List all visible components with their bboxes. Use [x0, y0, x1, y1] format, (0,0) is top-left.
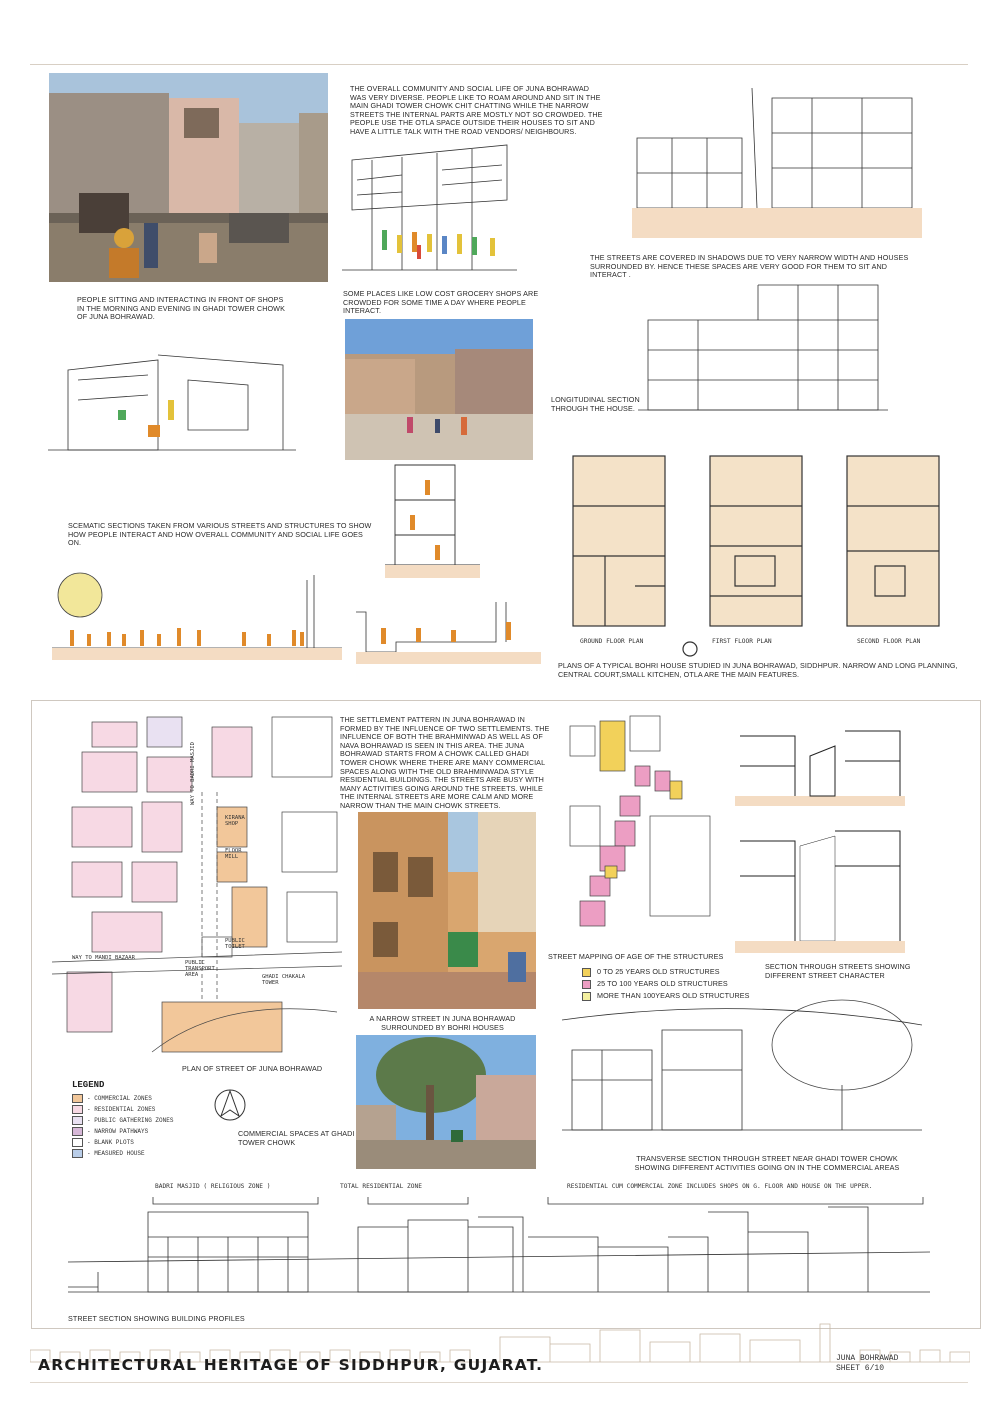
legend-label: - COMMERCIAL ZONES — [87, 1095, 152, 1102]
caption-shadows: THE STREETS ARE COVERED IN SHADOWS DUE TO VERY NARROW WIDTH AND HOUSES SURROUNDED BY. HENCE THESE SPACES ARE VERY GOOD FOR THEM TO SIT AND INTERACT . — [590, 253, 909, 280]
floor-plans — [545, 436, 970, 658]
map-legend — [72, 1080, 202, 1159]
caption-schematic: SCEMATIC SECTIONS TAKEN FROM VARIOUS STREETS AND STRUCTURES TO SHOW HOW PEOPLE INTERACT AND HOW OVERALL COMMUNITY AND SOCIAL LIFE GOES ON. — [68, 521, 372, 548]
caption-narrow-street: A NARROW STREET IN JUNA BOHRAWAD SURROUNDED BY BOHRI HOUSES — [369, 1014, 516, 1032]
legend-item — [72, 1137, 202, 1148]
map-label-public-transport: PUBLIC TRANSPORT AREA — [185, 960, 215, 978]
caption-section-streets: SECTION THROUGH STREETS SHOWING DIFFERENT STREET CHARACTER — [765, 962, 911, 980]
photo-narrow-street-bohri — [358, 812, 536, 1009]
plan-label-ground: GROUND FLOOR PLAN — [580, 638, 644, 645]
sheet-name: JUNA BOHRAWAD — [836, 1354, 899, 1363]
legend-swatch — [72, 1138, 83, 1147]
sheet-number: SHEET 6/10 — [836, 1364, 885, 1373]
age-swatch — [582, 968, 591, 977]
sketch-longitudinal-section — [638, 280, 888, 420]
age-mapping-map — [560, 706, 728, 952]
sketch-otla-section — [356, 592, 541, 664]
sketch-street-crowd — [342, 140, 517, 288]
legend-item — [72, 1093, 202, 1104]
caption-street-section: STREET SECTION SHOWING BUILDING PROFILES — [68, 1314, 245, 1323]
sketch-street-character-sections — [735, 706, 905, 956]
legend-item — [72, 1148, 202, 1159]
zone-label-residential: TOTAL RESIDENTIAL ZONE — [340, 1183, 422, 1190]
map-label-kirana: KIRANA SHOP — [225, 815, 245, 827]
top-rule — [30, 64, 968, 65]
caption-street-mapping: STREET MAPPING OF AGE OF THE STRUCTURES — [548, 952, 724, 961]
zone-label-mixed: RESIDENTIAL CUM COMMERCIAL ZONE INCLUDES SHOPS ON G. FLOOR AND HOUSE ON THE UPPER. — [567, 1183, 873, 1190]
legend-swatch — [72, 1116, 83, 1125]
legend-item — [72, 1115, 202, 1126]
sketch-street-section-top — [632, 78, 922, 238]
caption-people-sitting: PEOPLE SITTING AND INTERACTING IN FRONT OF SHOPS IN THE MORNING AND EVENING IN GHADI TOWER CHOWK OF JUNA BOHRAWAD. — [77, 295, 285, 322]
age-legend-item — [582, 978, 782, 990]
plan-label-second: SECOND FLOOR PLAN — [857, 638, 921, 645]
map-label-floor-mill: FLOOR MILL — [225, 848, 242, 860]
map-label-ghadi: GHADI CHAKALA TOWER — [262, 974, 306, 986]
legend-label: - NARROW PATHWAYS — [87, 1128, 149, 1135]
legend-item — [72, 1126, 202, 1137]
street-plan-map — [52, 712, 342, 1072]
sheet-title: ARCHITECTURAL HERITAGE OF SIDDHPUR, GUJARAT. — [38, 1356, 544, 1374]
legend-label: - PUBLIC GATHERING ZONES — [87, 1117, 174, 1124]
legend-swatch — [72, 1094, 83, 1103]
legend-label: - RESIDENTIAL ZONES — [87, 1106, 156, 1113]
legend-swatch — [72, 1127, 83, 1136]
photo-commercial-chowk — [356, 1035, 536, 1169]
age-legend-label: 25 TO 100 YEARS OLD STRUCTURES — [597, 978, 728, 988]
legend-label: - BLANK PLOTS — [87, 1139, 134, 1146]
caption-plan-street: PLAN OF STREET OF JUNA BOHRAWAD — [182, 1064, 323, 1073]
caption-transverse: TRANSVERSE SECTION THROUGH STREET NEAR GHADI TOWER CHOWK SHOWING DIFFERENT ACTIVITIES GOING ON IN THE COMMERCIAL AREAS — [634, 1154, 900, 1172]
age-legend-label: MORE THAN 100YEARS OLD STRUCTURES — [597, 990, 750, 1000]
caption-settlement: THE SETTLEMENT PATTERN IN JUNA BOHRAWAD IN FORMED BY THE INFLUENCE OF TWO SETTLEMENTS. THE INFLUENCE OF BOTH THE BRAHMINWAD AS WELL AS OF NAVA BOHRAWAD IS SEEN IN THIS AREA. THE JUNA BOHRAWAD STARTS FROM A CHOWK CALLED GHADI TOWER CHOWK WHERE THERE ARE MANY COMMERCIAL SPACES ALONG WITH THE OLD BRAHMINWADA STYLE RESIDENTIAL BUILDINGS. THE STREETS ARE BUSY WITH MANY ACTIVITIES GOING AROUND THE STREETS. WHILE THE INTERNAL STREETS ARE MORE CALM AND MORE NARROW THAN THE MAIN CHOWK STREETS. — [340, 715, 550, 810]
age-legend-label: 0 TO 25 YEARS OLD STRUCTURES — [597, 966, 720, 976]
map-label-public-toilet: PUBLIC TOILET — [225, 938, 245, 950]
caption-commercial: COMMERCIAL SPACES AT GHADI TOWER CHOWK — [238, 1129, 355, 1147]
legend-swatch — [72, 1105, 83, 1114]
legend-label: - MEASURED HOUSE — [87, 1150, 145, 1157]
bottom-rule — [30, 1382, 968, 1383]
map-label-way-badri: WAY TO BADRI MASJID — [190, 742, 196, 805]
sketch-house-section-small — [385, 460, 480, 578]
sketch-schematic-strip — [52, 560, 342, 660]
age-legend-item — [582, 966, 782, 978]
caption-plans: PLANS OF A TYPICAL BOHRI HOUSE STUDIED IN JUNA BOHRAWAD, SIDDHPUR. NARROW AND LONG PLANNING, CENTRAL COURT,SMALL KITCHEN, OTLA ARE THE MAIN FEATURES. — [558, 661, 958, 679]
sketch-transverse-section — [562, 990, 922, 1150]
zone-label-badri: BADRI MASJID ( RELIGIOUS ZONE ) — [155, 1183, 271, 1190]
age-swatch — [582, 980, 591, 989]
legend-title: LEGEND — [72, 1080, 105, 1090]
north-arrow-icon — [213, 1088, 247, 1122]
photo-narrow-street-top — [345, 319, 533, 460]
caption-community-life: THE OVERALL COMMUNITY AND SOCIAL LIFE OF JUNA BOHRAWAD WAS VERY DIVERSE. PEOPLE LIKE TO ROAM AROUND AND SIT IN THE MAIN GHADI TOWER CHOWK CHIT CHATTING WHILE THE NARROW STREETS THE INTERNAL PARTS ARE MOSTLY NOT SO CROWDED. THE PEOPLE USE THE OTLA SPACE OUTSIDE THEIR HOUSES TO SIT AND HAVE A LITTLE TALK WITH THE ROAD VENDORS/ NEIGHBOURS. — [350, 84, 603, 136]
plan-label-first: FIRST FLOOR PLAN — [712, 638, 772, 645]
map-label-way-mandi: WAY TO MANDI BAZAAR — [72, 955, 135, 961]
legend-item — [72, 1104, 202, 1115]
sketch-shop-front — [48, 340, 296, 468]
legend-swatch — [72, 1149, 83, 1158]
caption-longitudinal: LONGITUDINAL SECTION THROUGH THE HOUSE. — [551, 395, 640, 413]
sketch-street-section-profiles — [68, 1192, 930, 1310]
photo-ghadi-chowk-people — [49, 73, 328, 282]
caption-grocery: SOME PLACES LIKE LOW COST GROCERY SHOPS ARE CROWDED FOR SOME TIME A DAY WHERE PEOPLE INTERACT. — [343, 289, 539, 316]
